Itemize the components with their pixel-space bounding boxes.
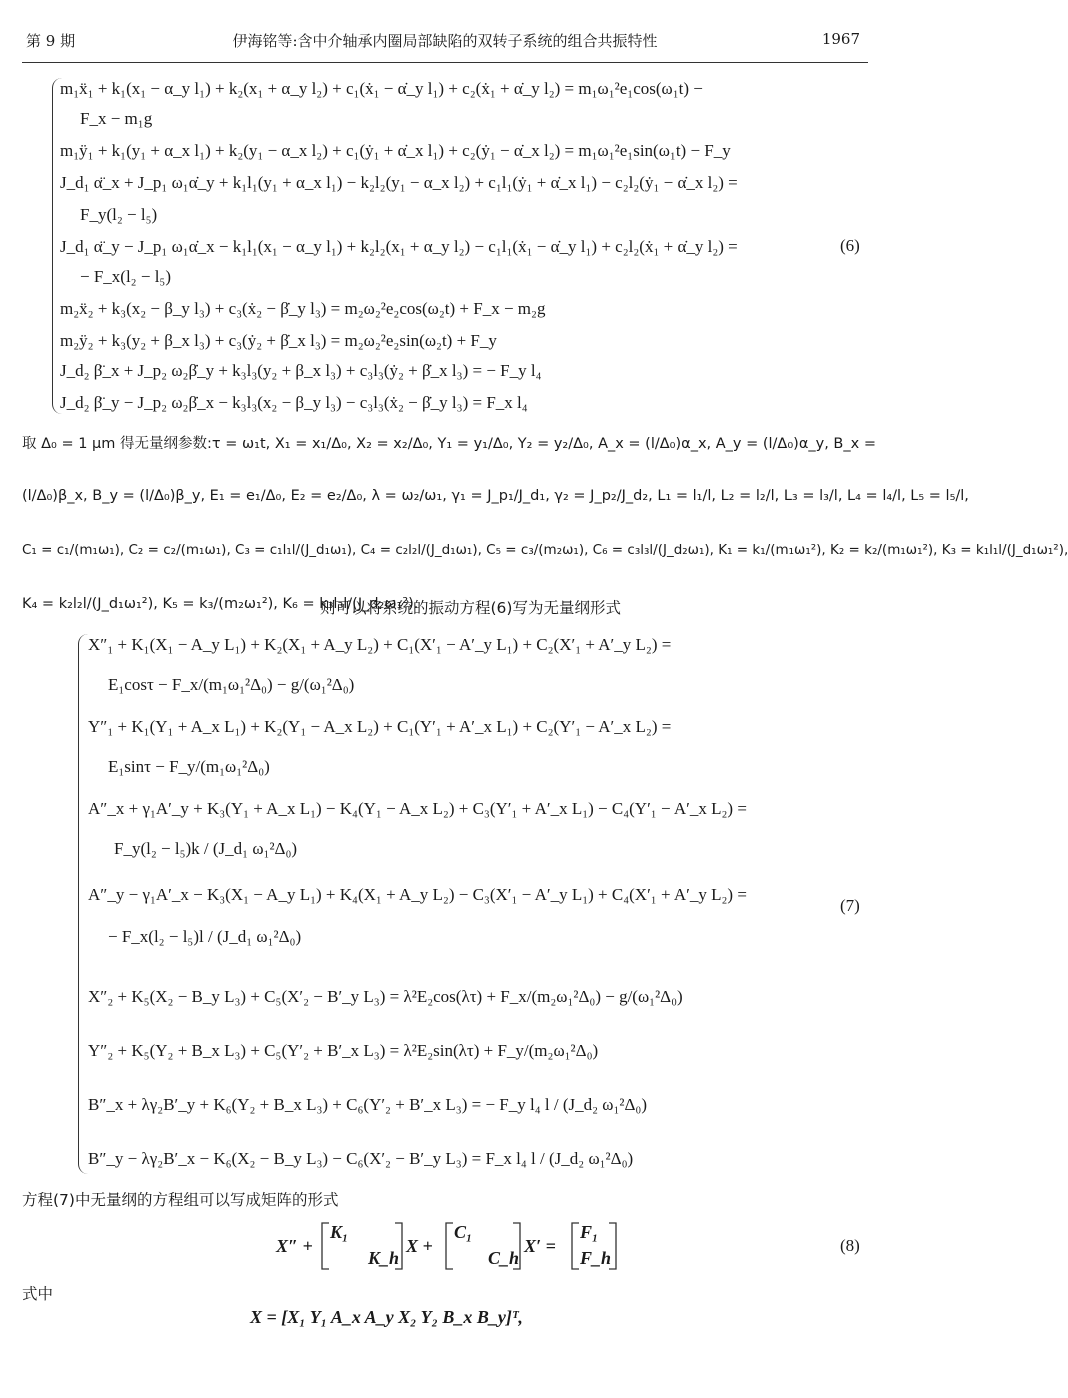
eq7-line-5: A″_x + γ₁A′_y + K₃(Y₁ + A_x L₁) − K₄(Y₁ − A_x L₂) + C₃(Y′₁ + A′_x L₁) − C₄(Y′₁ − A′_x L₂) = (88, 799, 747, 818)
page-header (0, 0, 890, 56)
eq7-line-4: E₁sinτ − F_y/(m₁ω₁²Δ₀) (108, 757, 270, 776)
eq7-line-12: B″_y − λγ₂B′_x − K₆(X₂ − B_y L₃) − C₆(X′₂ − B′_y L₃) = F_x l₄ l / (J_d₂ ω₁²Δ₀) (88, 1149, 634, 1168)
eq8-f1: F₁ (580, 1222, 599, 1242)
eq7-line-1: X″₁ + K₁(X₁ − A_y L₁) + K₂(X₁ + A_y L₂) + C₁(X′₁ − A′_y L₁) + C₂(X′₁ + A′_y L₂) = (88, 635, 672, 654)
eq8-bracket-k-close (394, 1222, 404, 1270)
eq8-c1: C₁ (454, 1222, 473, 1242)
eq8-kh: K_h (368, 1248, 400, 1268)
eq6-number: (6) (840, 236, 860, 255)
eq8-bracket-c-close (512, 1222, 522, 1270)
matrix-intro: 方程(7)中无量纲的方程组可以写成矩阵的形式 (22, 1191, 339, 1209)
eq7-line-7: A″_y − γ₁A′_x − K₃(X₁ − A_y L₁) + K₄(X₁ + A_y L₂) − C₃(X′₁ − A′_y L₁) + C₄(X′₁ + A′_y L₂) = (88, 885, 747, 904)
eq6-line-4: J_d₁ α̈_x + J_p₁ ω₁α̇_y + k₁l₁(y₁ + α_x l₁) − k₂l₂(y₁ − α_x l₂) + c₁l₁(ẏ₁ + α̇_x l₁) − c₂l₂(ẏ₁ − α̇_x l₂) = (60, 173, 738, 192)
eq6-line-1: m₁ẍ₁ + k₁(x₁ − α_y l₁) + k₂(x₁ + α_y l₂) + c₁(ẋ₁ − α̇_y l₁) + c₂(ẋ₁ + α̇_y l₂) = m₁ω₁²e₁cos(ω₁t) − (60, 79, 703, 98)
params-line-3: C₁ = c₁/(m₁ω₁), C₂ = c₂/(m₁ω₁), C₃ = c₁l₁l/(J_d₁ω₁), C₄ = c₂l₂l/(J_d₁ω₁), C₅ = c₃/(m₂ω₁), C₆ = c₃l₃l/(J_d₂ω₁), K₁ = k₁/(m₁ω₁²), K₂ = k₂/(m₁ω₁²), K₃ = k₁l₁l/(J_d₁ω₁²), (22, 542, 1068, 558)
issue-number: 第 9 期 (26, 32, 76, 50)
eq7-line-8: − F_x(l₂ − l₅)l / (J_d₁ ω₁²Δ₀) (108, 927, 302, 946)
eq8-mid2: X′ = (524, 1236, 556, 1256)
eq8-ch: C_h (488, 1248, 520, 1268)
params-line-4: K₄ = k₂l₂l/(J_d₁ω₁²), K₅ = k₃/(m₂ω₁²), K₆ = k₃l₃l/(J_d₂ω₁²). (22, 596, 419, 612)
eq7-line-3: Y″₁ + K₁(Y₁ + A_x L₁) + K₂(Y₁ − A_x L₂) + C₁(Y′₁ + A′_x L₁) + C₂(Y′₁ − A′_x L₂) = (88, 717, 672, 736)
eq8-bracket-f-close (608, 1222, 618, 1270)
eq7-number: (7) (840, 896, 860, 915)
eq7-line-6: F_y(l₂ − l₅)k / (J_d₁ ω₁²Δ₀) (114, 839, 298, 858)
eq7-line-11: B″_x + λγ₂B′_y + K₆(Y₂ + B_x L₃) + C₆(Y′₂ + B′_x L₃) = − F_y l₄ l / (J_d₂ ω₁²Δ₀) (88, 1095, 648, 1114)
params-tail: 则可以将系统的振动方程(6)写为无量纲形式 (320, 599, 621, 617)
eq8 (270, 1222, 630, 1274)
eq8-bracket-k (320, 1222, 330, 1270)
running-title: 伊海铭等:含中介轴承内圈局部缺陷的双转子系统的组合共振特性 (232, 32, 658, 50)
params-line-1: 取 Δ₀ = 1 μm 得无量纲参数:τ = ω₁t, X₁ = x₁/Δ₀, X₂ = x₂/Δ₀, Y₁ = y₁/Δ₀, Y₂ = y₂/Δ₀, A_x = (l/Δ₀)α_x, A_y = (l/Δ₀)α_y, B_x = (22, 436, 876, 452)
header-rule (22, 62, 868, 63)
where-label: 式中 (22, 1285, 54, 1303)
eq7-line-9: X″₂ + K₅(X₂ − B_y L₃) + C₅(X′₂ − B′_y L₃) = λ²E₂cos(λτ) + F_x/(m₂ω₁²Δ₀) − g/(ω₁²Δ₀) (88, 987, 683, 1006)
eq8-fh: F_h (580, 1248, 612, 1268)
eq6-line-6: J_d₁ α̈_y − J_p₁ ω₁α̇_x − k₁l₁(x₁ − α_y l₁) + k₂l₂(x₁ + α_y l₂) − c₁l₁(ẋ₁ − α̇_y l₁) + c₂l₂(ẋ₁ + α̇_y l₂) = (60, 237, 738, 256)
eq6-line-10: J_d₂ β̈_x + J_p₂ ω₂β̇_y + k₃l₃(y₂ + β_x l₃) + c₃l₃(ẏ₂ + β̇_x l₃) = − F_y l₄ (60, 361, 542, 380)
eq7-line-10: Y″₂ + K₅(Y₂ + B_x L₃) + C₅(Y′₂ + B′_x L₃) = λ²E₂sin(λτ) + F_y/(m₂ω₁²Δ₀) (88, 1041, 599, 1060)
eq6-line-2: F_x − m₁g (80, 109, 153, 128)
eq8-k1: K₁ (330, 1222, 349, 1242)
page-number: 1967 (821, 30, 860, 48)
eq8-bracket-c (444, 1222, 454, 1270)
eq6-line-11: J_d₂ β̈_y − J_p₂ ω₂β̇_x − k₃l₃(x₂ − β_y l₃) − c₃l₃(ẋ₂ − β̇_y l₃) = F_x l₄ (60, 393, 528, 412)
eq7-line-2: E₁cosτ − F_x/(m₁ω₁²Δ₀) − g/(ω₁²Δ₀) (108, 675, 355, 694)
eq8-lhs: X″ + (276, 1236, 313, 1256)
eq6-line-7: − F_x(l₂ − l₅) (80, 267, 172, 286)
eq6-line-5: F_y(l₂ − l₅) (80, 205, 158, 224)
eq6-line-9: m₂ÿ₂ + k₃(y₂ + β_x l₃) + c₃(ẏ₂ + β̇_x l₃) = m₂ω₂²e₂sin(ω₂t) + F_y (60, 331, 497, 350)
eq8-bracket-f (570, 1222, 580, 1270)
eq8-mid1: X + (406, 1236, 433, 1256)
eq8-number: (8) (840, 1236, 860, 1255)
eq6-line-3: m₁ÿ₁ + k₁(y₁ + α_x l₁) + k₂(y₁ − α_x l₂) + c₁(ẏ₁ + α̇_x l₁) + c₂(ẏ₁ − α̇_x l₂) = m₁ω₁²e₁sin(ω₁t) − F_y (60, 141, 731, 160)
x-vector: X = [X₁ Y₁ A_x A_y X₂ Y₂ B_x B_y]ᵀ, (250, 1307, 523, 1327)
params-line-2: (l/Δ₀)β_x, B_y = (l/Δ₀)β_y, E₁ = e₁/Δ₀, E₂ = e₂/Δ₀, λ = ω₂/ω₁, γ₁ = J_p₁/J_d₁, γ₂ = J_p₂/J_d₂, L₁ = l₁/l, L₂ = l₂/l, L₃ = l₃/l, L₄ = l₄/l, L₅ = l₅/l, (22, 488, 969, 504)
eq6-line-8: m₂ẍ₂ + k₃(x₂ − β_y l₃) + c₃(ẋ₂ − β̇_y l₃) = m₂ω₂²e₂cos(ω₂t) + F_x − m₂g (60, 299, 546, 318)
